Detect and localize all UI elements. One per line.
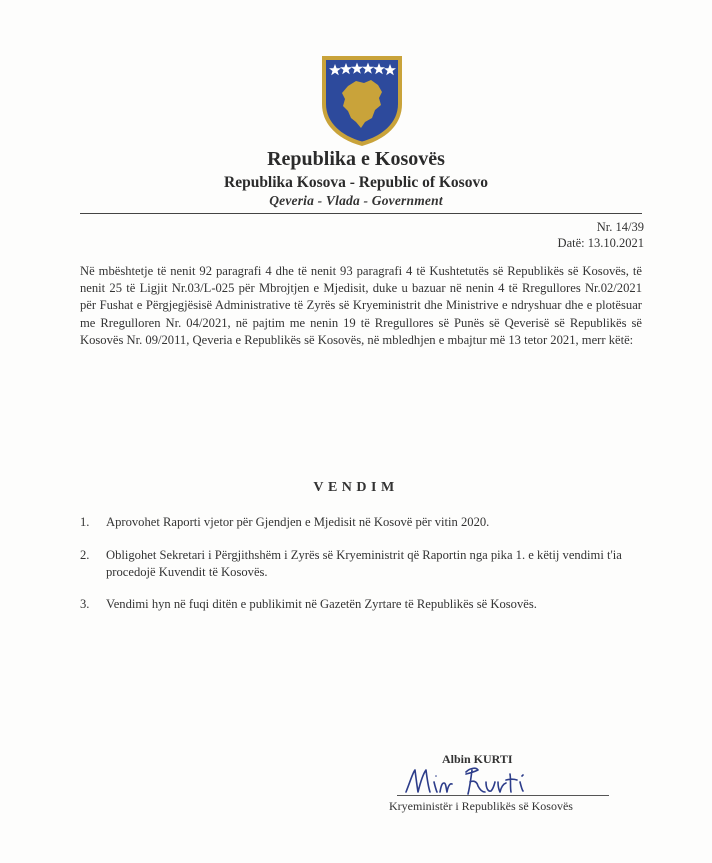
- item-text: Aprovohet Raporti vjetor për Gjendjen e Mjedisit në Kosovë për vitin 2020.: [106, 515, 490, 529]
- preamble-paragraph: Në mbështetje të nenit 92 paragrafi 4 dhe të nenit 93 paragrafi 4 të Kushtetutës së Republikës së Kosovës, të nenit 25 të Ligjit Nr.03/L-025 për Mbrojtjen e Mjedisit, duke u bazuar në nenin 4 të Rregullores Nr.02/2021 për Fushat e Përgjegjësisë Administrative të Zyrës së Kryeministrit dhe Ministrive e ndryshuar dhe e plotësuar me Rregulloren Nr. 04/2021, në pajtim me nenin 19 të Rregullores së Punës së Qeverisë së Republikës së Kosovës Nr. 09/2011, Qeveria e Republikës së Kosovës, në mbledhjen e mbajtur më 13 tetor 2021, merr këtë:: [80, 264, 642, 347]
- reference-date: Datë: 13.10.2021: [557, 236, 644, 250]
- republic-subtitle: Republika Kosova - Republic of Kosovo: [224, 174, 488, 191]
- decision-heading: VENDIM: [313, 480, 399, 495]
- reference-number: Nr. 14/39: [596, 220, 644, 234]
- handwritten-signature: [400, 764, 550, 798]
- header-divider: [80, 213, 642, 214]
- reference-block: [558, 219, 644, 251]
- item-text: Vendimi hyn në fuqi ditën e publikimit në Gazetën Zyrtare të Republikës së Kosovës.: [106, 597, 537, 611]
- government-line: Qeveria - Vlada - Government: [269, 193, 443, 208]
- item-number: 1.: [80, 515, 90, 529]
- republic-name: Republika e Kosovës: [267, 148, 445, 170]
- item-number: 3.: [80, 597, 90, 611]
- signature-line: [397, 795, 609, 796]
- item-text: Obligohet Sekretari i Përgjithshëm i Zyrës së Kryeministrit që Raportin nga pika 1. e këtij vendimi t'ia procedojë Kuvendit të Kosovës.: [106, 548, 622, 579]
- kosovo-coat-of-arms-icon: [318, 52, 406, 148]
- item-number: 2.: [80, 548, 90, 562]
- signer-title: Kryeministër i Republikës së Kosovës: [389, 799, 573, 813]
- signer-name: Albin KURTI: [442, 752, 513, 766]
